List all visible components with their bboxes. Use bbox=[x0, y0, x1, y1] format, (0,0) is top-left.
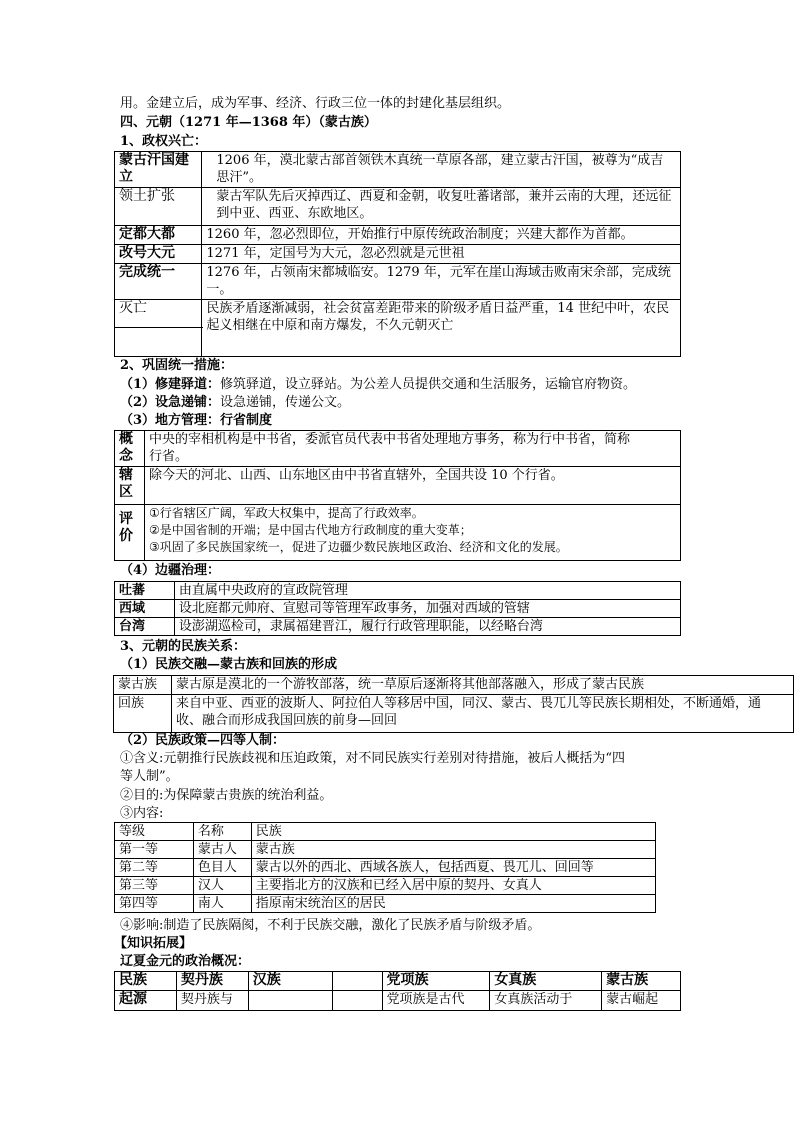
table-row bbox=[115, 431, 681, 467]
section-title: 四、元朝（1271 年—1368 年）（蒙古族） bbox=[120, 115, 377, 130]
table-cell: 色目人 bbox=[193, 859, 251, 877]
row-label: 领土扩张 bbox=[115, 188, 202, 226]
n1-title: （1）民族交融—蒙古族和回族的形成 bbox=[120, 657, 338, 672]
row-label: 吐蕃 bbox=[115, 582, 175, 600]
row-text: 设澎湖巡检司，隶属福建晋江，履行行政管理职能，以经略台湾 bbox=[174, 618, 680, 636]
table-cell: 汉人 bbox=[193, 877, 251, 895]
row-text: 设北庭都元帅府、宣慰司等管理军政事务，加强对西域的管辖 bbox=[174, 600, 680, 618]
table-row bbox=[115, 467, 681, 505]
divider bbox=[114, 327, 203, 328]
extension-title: 【知识拓展】 bbox=[114, 936, 193, 951]
intro-line: 用。金建立后，成为军事、经济、行政三位一体的封建化基层组织。 bbox=[120, 96, 511, 111]
table-cell: 第三等 bbox=[115, 877, 194, 895]
header-cell: 名称 bbox=[193, 823, 251, 841]
table-cell: 南人 bbox=[193, 895, 251, 913]
header-cell: 民族 bbox=[115, 972, 177, 991]
measure-3-title: （3）地方管理：行省制度 bbox=[120, 413, 273, 428]
measure-1 bbox=[120, 376, 636, 394]
table-row bbox=[115, 841, 656, 859]
text-line: ②是中国省制的开端；是中国古代地方行政制度的重大变革； bbox=[148, 523, 472, 537]
table-row bbox=[115, 877, 656, 895]
row-text: 1276 年，占领南宋都城临安。1279 年，元军在崖山海域击败南宋余部，完成统一。 bbox=[202, 264, 681, 300]
text-line: 来自中亚、西亚的波斯人、阿拉伯人等移居中国，同汉、蒙古、畏兀儿等民族长期相处，不断通婚，通 bbox=[176, 696, 762, 711]
measure-2-text: 设急递铺，传递公文。 bbox=[220, 395, 351, 410]
table-cell: 蒙古以外的西北、西域各族人，包括西夏、畏兀儿、回回等 bbox=[251, 859, 655, 877]
table-cell: 第四等 bbox=[115, 895, 194, 913]
row-text bbox=[144, 467, 680, 505]
text-line: ③巩固了多民族国家统一，促进了边疆少数民族地区政治、经济和文化的发展。 bbox=[148, 540, 568, 554]
row-text: 1271 年，定国号为大元，忽必烈就是元世祖 bbox=[202, 245, 681, 264]
row-text: 民族矛盾逐渐减弱，社会贫富差距带来的阶级矛盾日益严重，14 世纪中叶，农民起义相继在中原和南方爆发，不久元朝灭亡 bbox=[202, 300, 681, 357]
header-cell: 民族 bbox=[251, 823, 655, 841]
text-line: ①行省辖区广阔，军政大权集中，提高了行政效率。 bbox=[148, 506, 424, 520]
row-label: 辖区 bbox=[115, 467, 145, 505]
table-row bbox=[115, 972, 681, 991]
table-row bbox=[115, 895, 656, 913]
table-cell: 蒙古族 bbox=[251, 841, 655, 859]
row-label: 蒙古族 bbox=[114, 676, 172, 695]
row-text bbox=[172, 676, 794, 695]
province-table bbox=[114, 430, 681, 561]
table-cell: 党项族是古代 bbox=[382, 991, 490, 1011]
sub2-title: 2、巩固统一措施： bbox=[120, 358, 234, 373]
frontier-table bbox=[114, 581, 681, 636]
overview-table bbox=[114, 971, 681, 1011]
measure-2-label: （2）设急递铺： bbox=[120, 395, 221, 410]
table-row bbox=[115, 859, 656, 877]
header-cell: 等级 bbox=[115, 823, 194, 841]
text-line: 除今天的河北、山西、山东地区由中书省直辖外，全国共设 10 个行省。 bbox=[148, 468, 564, 483]
table-cell: 主要指北方的汉族和已经入居中原的契丹、女真人 bbox=[251, 877, 655, 895]
table-row bbox=[115, 300, 681, 357]
row-text bbox=[144, 431, 680, 467]
ethnic-table bbox=[113, 675, 794, 733]
row-label: 概念 bbox=[115, 431, 145, 467]
table-cell: 指原南宋统治区的居民 bbox=[251, 895, 655, 913]
header-cell: 汉族 bbox=[248, 972, 332, 991]
row-label: 改号大元 bbox=[115, 245, 202, 264]
table-cell: 蒙古人 bbox=[193, 841, 251, 859]
table-cell: 起源 bbox=[115, 991, 177, 1011]
table-row bbox=[115, 152, 681, 188]
table-row bbox=[114, 695, 794, 733]
header-cell: 女真族 bbox=[490, 972, 602, 991]
header-cell: 蒙古族 bbox=[602, 972, 681, 991]
measure-2 bbox=[120, 394, 350, 412]
purpose-line bbox=[120, 787, 332, 805]
table-row bbox=[115, 245, 681, 264]
row-label: 评价 bbox=[115, 505, 145, 561]
table-row bbox=[115, 618, 681, 636]
measure-1-text: 修筑驿道，设立驿站。为公差人员提供交通和生活服务，运输官府物资。 bbox=[220, 377, 637, 392]
purpose-text: 为保障蒙古贵族的统治利益。 bbox=[163, 788, 333, 803]
sub1-title: 1、政权兴亡： bbox=[120, 134, 208, 149]
measure-4-title: （4）边疆治理： bbox=[120, 563, 221, 578]
header-cell: 契丹族 bbox=[176, 972, 248, 991]
overview-title: 辽夏金元的政治概况： bbox=[120, 954, 251, 969]
class-table bbox=[114, 822, 656, 913]
measure-1-label: （1）修建驿道： bbox=[120, 377, 221, 392]
table-cell: 契丹族与 bbox=[176, 991, 248, 1011]
row-text bbox=[144, 505, 680, 561]
table-cell: 第二等 bbox=[115, 859, 194, 877]
table-row bbox=[115, 226, 681, 245]
table-cell bbox=[248, 991, 332, 1011]
table-row bbox=[115, 264, 681, 300]
n2-title: （2）民族政策—四等人制： bbox=[120, 733, 286, 748]
row-text: 1260 年，忽必烈即位，开始推行中原传统政治制度；兴建大都作为首都。 bbox=[202, 226, 681, 245]
text-line: 蒙古原是漠北的一个游牧部落，统一草原后逐渐将其他部落融入，形成了蒙古民族 bbox=[176, 677, 645, 692]
row-label: 灭亡 bbox=[115, 300, 202, 357]
row-label: 回族 bbox=[114, 695, 172, 733]
table-row bbox=[114, 676, 794, 695]
sub3-title: 3、元朝的民族关系： bbox=[120, 639, 247, 654]
text-line: 收、融合而形成我国回族的前身—回回 bbox=[176, 713, 398, 728]
table-row bbox=[115, 600, 681, 618]
impact-line bbox=[120, 917, 540, 935]
impact-text: 制造了民族隔阂，不利于民族交融，激化了民族矛盾与阶级矛盾。 bbox=[163, 918, 541, 933]
meaning-text: 元朝推行民族歧视和压迫政策，对不同民族实行差别对待措施，被后人概括为“四 bbox=[163, 751, 626, 766]
purpose-label: ②目的: bbox=[120, 788, 164, 803]
table-cell: 女真族活动于 bbox=[490, 991, 602, 1011]
impact-label: ④影响: bbox=[120, 918, 164, 933]
table-row bbox=[115, 505, 681, 561]
row-label: 完成统一 bbox=[115, 264, 202, 300]
table-row bbox=[115, 991, 681, 1011]
row-label: 定都大都 bbox=[115, 226, 202, 245]
row-text: 1206 年，漠北蒙古部首领铁木真统一草原各部，建立蒙古汗国，被尊为“成吉思汗”。 bbox=[202, 152, 681, 188]
header-cell: 党项族 bbox=[382, 972, 490, 991]
row-label: 蒙古汗国建立 bbox=[115, 152, 202, 188]
table-row bbox=[115, 823, 656, 841]
row-text: 由直属中央政府的宣政院管理 bbox=[174, 582, 680, 600]
text-line: 中央的宰相机构是中书省，委派官员代表中书省处理地方事务，称为行中书省，简称 bbox=[148, 432, 630, 447]
row-label: 台湾 bbox=[115, 618, 175, 636]
table-cell: 第一等 bbox=[115, 841, 194, 859]
row-text: 蒙古军队先后灭掉西辽、西夏和金朝，收复吐蕃诸部，兼并云南的大理，还远征到中亚、西亚、东欧地区。 bbox=[202, 188, 681, 226]
meaning-line-2: 等人制”。 bbox=[120, 769, 179, 784]
row-label: 西域 bbox=[115, 600, 175, 618]
table-cell bbox=[332, 991, 382, 1011]
row-text bbox=[172, 695, 794, 733]
meaning-line-1 bbox=[120, 750, 625, 768]
table-cell: 蒙古崛起 bbox=[602, 991, 681, 1011]
table-row bbox=[115, 582, 681, 600]
table-row bbox=[115, 188, 681, 226]
text-line: 行省。 bbox=[148, 449, 188, 464]
content-label: ③内容: bbox=[120, 806, 164, 821]
meaning-label: ①含义: bbox=[120, 751, 164, 766]
header-cell bbox=[332, 972, 382, 991]
